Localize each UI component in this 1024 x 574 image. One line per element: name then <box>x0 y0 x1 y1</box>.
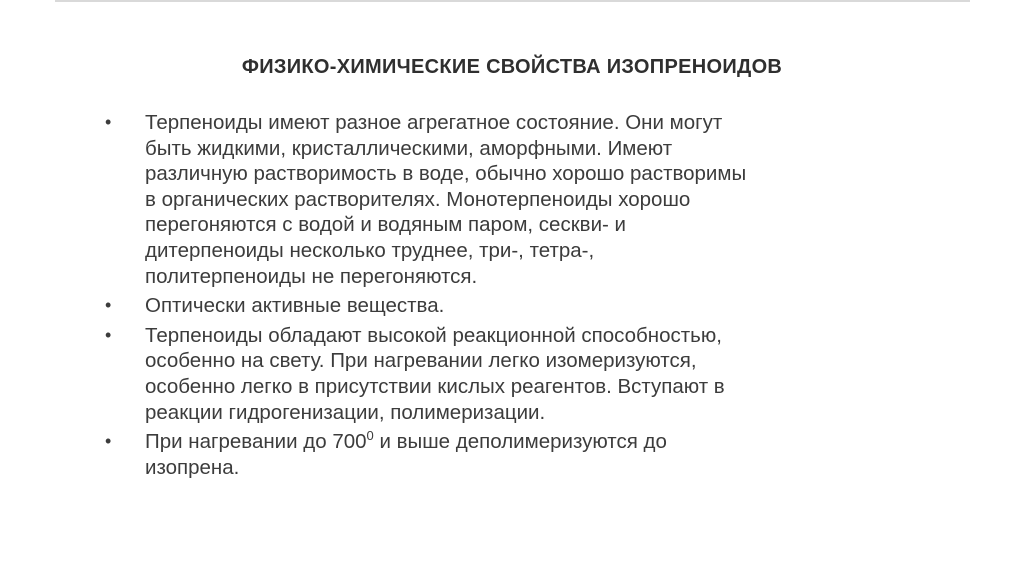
bullet-icon: • <box>105 324 112 345</box>
bullet-icon: • <box>105 295 112 316</box>
bullet-text-line: различную растворимость в воде, обычно хорошо растворимы <box>145 162 747 186</box>
bullet-list <box>100 110 930 484</box>
superscript-degree: 0 <box>366 428 374 444</box>
bullet-text-line: Терпеноиды имеют разное агрегатное состояние. Они могут <box>145 111 723 134</box>
bullet-text-line: дитерпеноиды несколько труднее, три-, тетра-, <box>145 238 595 262</box>
bullet-item-aggregate-state <box>100 110 930 289</box>
bullet-text-line: Оптически активные вещества. <box>145 294 445 318</box>
text-after-superscript: и выше деполимеризуются до <box>373 430 667 454</box>
bullet-item-depolymerization <box>100 429 930 480</box>
bullet-item-reactivity <box>100 323 930 425</box>
bullet-text-line: особенно на свету. При нагревании легко изомеризуются, <box>145 349 697 373</box>
bullet-text-line: особенно легко в присутствии кислых реагентов. Вступают в <box>145 374 725 398</box>
bullet-text-line <box>145 429 930 455</box>
bullet-text-line: реакции гидрогенизации, полимеризации. <box>145 400 546 424</box>
bullet-text-line: Терпеноиды обладают высокой реакционной способностью, <box>145 323 722 347</box>
bullet-icon: • <box>105 431 112 452</box>
bullet-item-optical-activity <box>100 293 930 319</box>
bullet-text-line: изопрена. <box>145 455 240 479</box>
bullet-text-line: перегоняются с водой и водяным паром, сескви- и <box>145 213 626 237</box>
slide-title: ФИЗИКО-ХИМИЧЕСКИЕ СВОЙСТВА ИЗОПРЕНОИДОВ <box>241 56 783 78</box>
bullet-icon: • <box>105 112 112 132</box>
text-before-superscript: При нагревании до 700 <box>145 430 367 454</box>
bullet-text-line: политерпеноиды не перегоняются. <box>145 264 478 288</box>
bullet-text-line: в органических растворителях. Монотерпеноиды хорошо <box>145 187 691 211</box>
top-divider <box>55 0 970 2</box>
bullet-text-line: быть жидкими, кристаллическими, аморфными. Имеют <box>145 136 673 160</box>
